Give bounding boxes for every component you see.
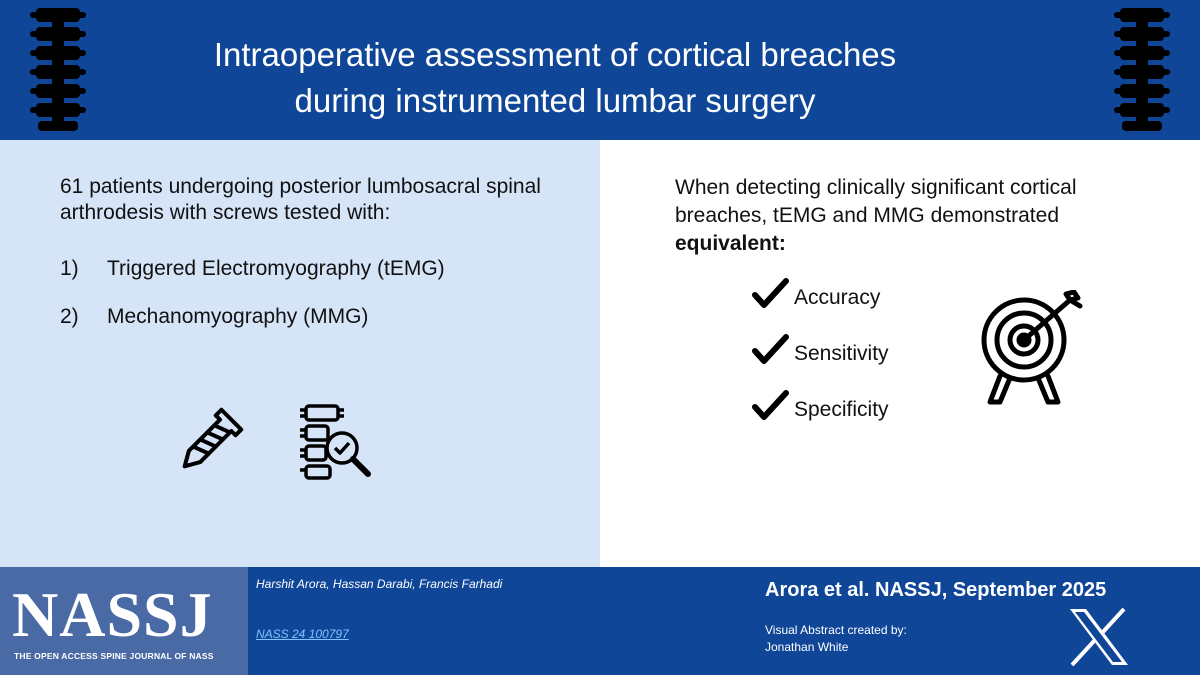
spine-icon xyxy=(28,6,88,132)
target-icon xyxy=(978,290,1096,408)
credit-author: Jonathan White xyxy=(765,640,849,654)
list-number: 1) xyxy=(60,257,79,280)
results-checklist xyxy=(752,278,889,446)
methods-intro: 61 patients undergoing posterior lumbosacral spinal arthrodesis with screws tested with: xyxy=(60,175,541,224)
methods-list xyxy=(60,257,445,353)
check-label: Accuracy xyxy=(794,286,881,309)
methods-panel xyxy=(0,140,600,567)
list-label: Mechanomyography (MMG) xyxy=(107,305,369,328)
x-logo-icon[interactable] xyxy=(1068,607,1130,667)
logo-tagline: THE OPEN ACCESS SPINE JOURNAL OF NASS xyxy=(14,651,214,661)
spine-search-icon xyxy=(294,402,374,482)
checkmark-icon xyxy=(752,278,794,310)
footer-banner xyxy=(0,567,1200,675)
list-item xyxy=(752,334,889,390)
screw-icon xyxy=(172,406,244,480)
results-finding xyxy=(675,174,1145,258)
spine-icon xyxy=(1112,6,1172,132)
page-title: Intraoperative assessment of cortical breaches during instrumented lumbar surgery xyxy=(213,36,897,119)
list-item xyxy=(752,390,889,446)
checkmark-icon xyxy=(752,334,794,366)
checkmark-icon xyxy=(752,390,794,422)
header-banner xyxy=(0,0,1200,140)
credit-label: Visual Abstract created by: xyxy=(765,623,907,637)
check-label: Specificity xyxy=(794,398,889,421)
list-item xyxy=(60,305,445,353)
journal-logo xyxy=(0,567,248,675)
finding-text: When detecting clinically significant cortical breaches, tEMG and MMG demonstrated xyxy=(675,176,1077,227)
article-link[interactable]: NASS 24 100797 xyxy=(256,627,349,641)
citation: Arora et al. NASSJ, September 2025 xyxy=(765,579,1107,601)
results-panel xyxy=(600,140,1200,567)
finding-emphasis: equivalent: xyxy=(675,232,786,255)
author-list: Harshit Arora, Hassan Darabi, Francis Farhadi xyxy=(256,577,503,591)
credit xyxy=(765,622,907,656)
list-label: Triggered Electromyography (tEMG) xyxy=(107,257,445,280)
check-label: Sensitivity xyxy=(794,342,889,365)
list-item xyxy=(752,278,889,334)
logo-wordmark: NASSJ xyxy=(12,579,213,650)
list-number: 2) xyxy=(60,305,79,328)
list-item xyxy=(60,257,445,305)
